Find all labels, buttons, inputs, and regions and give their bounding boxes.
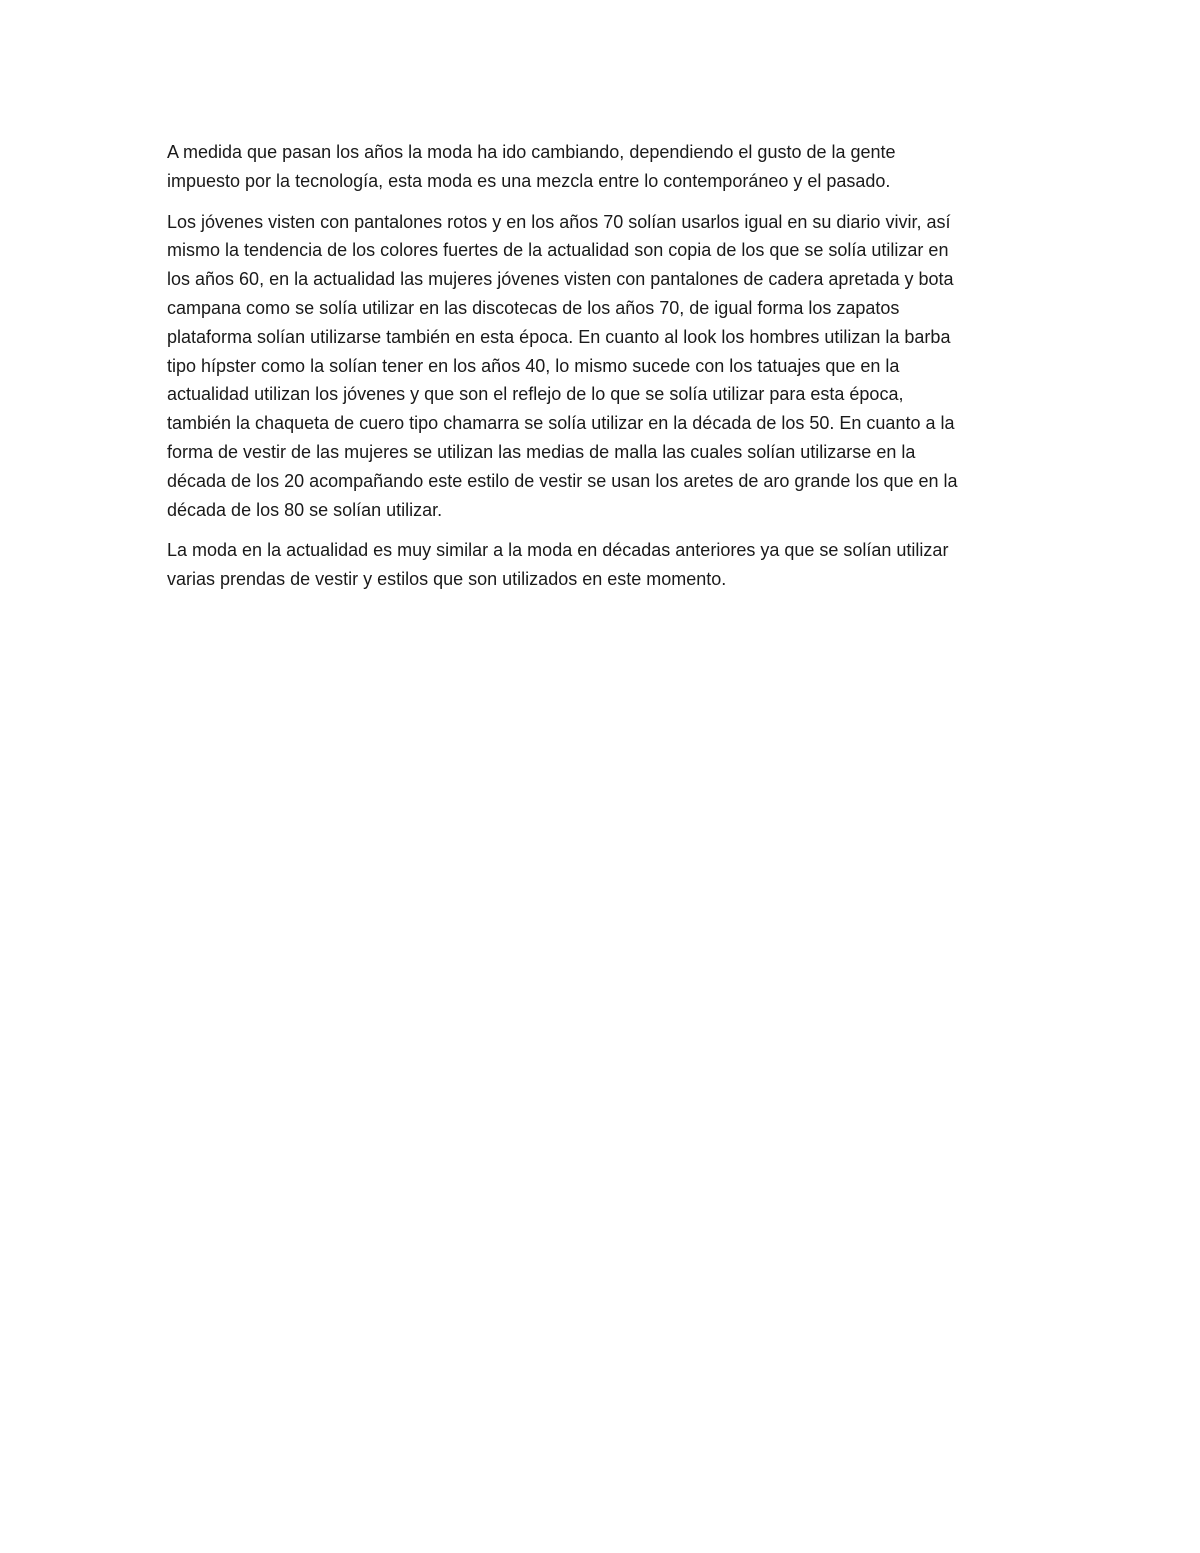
text-line: plataforma solían utilizarse también en esta época. En cuanto al look los hombres utilizan la barba [167,326,951,347]
text-line: mismo la tendencia de los colores fuertes de la actualidad son copia de los que se solía utilizar en [167,240,949,261]
text-line: tipo hípster como la solían tener en los años 40, lo mismo sucede con los tatuajes que en la [167,355,900,376]
text-line: los años 60, en la actualidad las mujeres jóvenes visten con pantalones de cadera apretada y bota [167,269,954,290]
text-line: La moda en la actualidad es muy similar a la moda en décadas anteriores ya que se solían utilizar [167,540,949,561]
text-line: década de los 80 se solían utilizar. [167,499,443,520]
paragraph-1 [167,138,1027,196]
text-line: Los jóvenes visten con pantalones rotos y en los años 70 solían usarlos igual en su diario vivir, así [167,211,951,232]
text-line: actualidad utilizan los jóvenes y que son el reflejo de lo que se solía utilizar para esta época, [167,384,904,405]
paragraph-2 [167,208,1027,525]
text-line: década de los 20 acompañando este estilo de vestir se usan los aretes de aro grande los que en la [167,470,958,491]
text-line: impuesto por la tecnología, esta moda es una mezcla entre lo contemporáneo y el pasado. [167,170,891,191]
document-body [167,138,1027,606]
text-line: forma de vestir de las mujeres se utilizan las medias de malla las cuales solían utilizarse en la [167,441,916,462]
text-line: también la chaqueta de cuero tipo chamarra se solía utilizar en la década de los 50. En cuanto a la [167,413,955,434]
text-line: campana como se solía utilizar en las discotecas de los años 70, de igual forma los zapatos [167,297,900,318]
paragraph-3 [167,536,1027,594]
text-line: A medida que pasan los años la moda ha ido cambiando, dependiendo el gusto de la gente [167,142,896,162]
text-line: varias prendas de vestir y estilos que son utilizados en este momento. [167,569,727,590]
